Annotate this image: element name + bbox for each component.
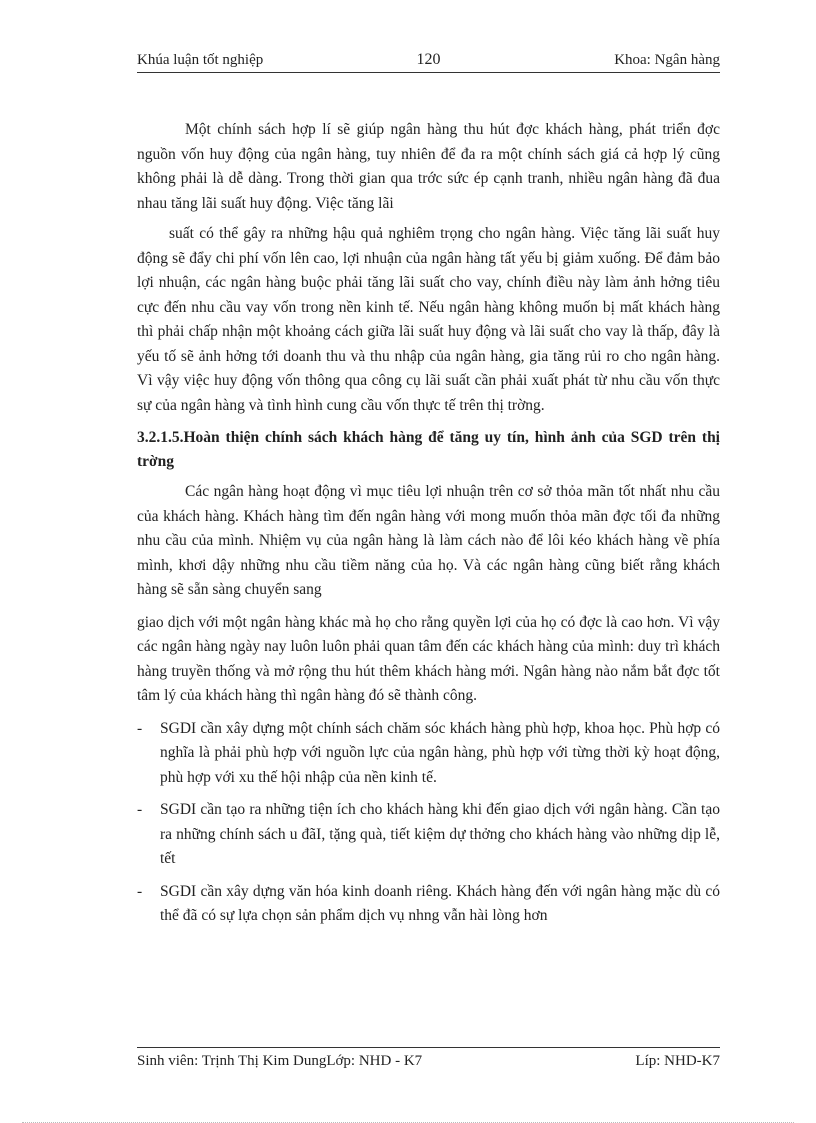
- header-thesis-label: Khúa luận tốt nghiệp: [137, 52, 264, 68]
- list-item: [137, 880, 720, 929]
- paragraph-customer-retention: giao dịch với một ngân hàng khác mà họ cho rằng quyền lợi của họ có đợc là cao hơn. Vì vậy các ngân hàng ngày nay luôn luôn phải quan tâm đến các khách hàng của mình: duy trì khách hàng truyền thống và mở rộng thu hút thêm khách hàng mới. Ngân hàng nào nắm bắt đợc tốt tâm lý của khách hàng thì ngân hàng đó sẽ thành công.: [137, 613, 720, 704]
- paragraph-interest-consequences: suất có thể gây ra những hậu quả nghiêm trọng cho ngân hàng. Việc tăng lãi suất huy động sẽ đẩy chi phí vốn lên cao, lợi nhuận của ngân hàng tất yếu bị giảm xuống. Để đảm bảo lợi nhuận, các ngân hàng buộc phải tăng lãi suất cho vay, chính điều này làm ảnh hởng tiêu cực đến nhu cầu vay vốn trong nền kinh tế. Nếu ngân hàng không muốn bị mất khách hàng thì phải chấp nhận một khoảng cách giữa lãi suất huy động và lãi suất cho vay là thấp, đây là yếu tố sẽ ảnh hởng tới doanh thu và thu nhập của ngân hàng, gia tăng rủi ro cho ngân hàng. Vì vậy việc huy động vốn thông qua công cụ lãi suất cần phải xuất phát từ nhu cầu vốn thực sự của ngân hàng và tình hình cung cầu vốn thực tế trên thị trờng.: [137, 225, 720, 414]
- page-header: [137, 50, 720, 72]
- page-body: [137, 118, 720, 937]
- bullet-dash: -: [137, 882, 143, 900]
- page-number: 120: [416, 51, 441, 68]
- list-item-text: SGDI cần xây dựng văn hóa kinh doanh riêng. Khách hàng đến với ngân hàng mặc dù có thể đã có sự lựa chọn sản phẩm dịch vụ nhng vẫn hài lòng hơn: [160, 882, 720, 924]
- list-item-text: SGDI cần xây dựng một chính sách chăm sóc khách hàng phù hợp, khoa học. Phù hợp có nghĩa là phải phù hợp với nguồn lực của ngân hàng, phù hợp với từng thời kỳ hoạt động, phù hợp với xu thế hội nhập của nền kinh tế.: [160, 719, 720, 786]
- list-item: [137, 717, 720, 791]
- list-item: [137, 798, 720, 872]
- section-heading: 3.2.1.5.Hoàn thiện chính sách khách hàng để tăng uy tín, hình ảnh của SGD trên thị trờng: [137, 429, 720, 470]
- bullet-dash: -: [137, 801, 143, 818]
- header-divider: [137, 72, 720, 73]
- footer-divider: [137, 1047, 720, 1048]
- header-faculty-label: Khoa: Ngân hàng: [614, 52, 720, 68]
- bullet-dash: -: [137, 719, 143, 737]
- paragraph-customer-needs: Các ngân hàng hoạt động vì mục tiêu lợi nhuận trên cơ sở thỏa mãn tốt nhất nhu cầu của khách hàng. Khách hàng tìm đến ngân hàng với mong muốn thỏa mãn đợc tối đa những nhu cầu của mình. Nhiệm vụ của ngân hàng là làm cách nào để lôi kéo khách hàng về phía mình, khơi dậy những nhu cầu tiềm năng của họ. Và các ngân hàng cũng biết rằng khách hàng sẽ sẵn sàng chuyển sang: [137, 483, 720, 598]
- footer-class-label: Líp: NHD-K7: [635, 1053, 720, 1069]
- footer-student-info: Sinh viên: Trịnh Thị Kim DungLớp: NHD - K7: [137, 1053, 423, 1069]
- recommendation-list: [137, 717, 720, 929]
- paragraph-pricing-policy: Một chính sách hợp lí sẽ giúp ngân hàng thu hút đợc khách hàng, phát triển đợc nguồn vốn huy động của ngân hàng, tuy nhiên để đa ra một chính sách giá cả hợp lý cũng không phải là dễ dàng. Trong thời gian qua trớc sức ép cạnh tranh, nhiều ngân hàng đã đua nhau tăng lãi suất huy động. Việc tăng lãi: [137, 121, 720, 212]
- list-item-text: SGDI cần tạo ra những tiện ích cho khách hàng khi đến giao dịch với ngân hàng. Cần tạo ra những chính sách u đãI, tặng quà, tiết kiệm dự thởng cho khách hàng vào những dịp lễ, tết: [160, 801, 720, 867]
